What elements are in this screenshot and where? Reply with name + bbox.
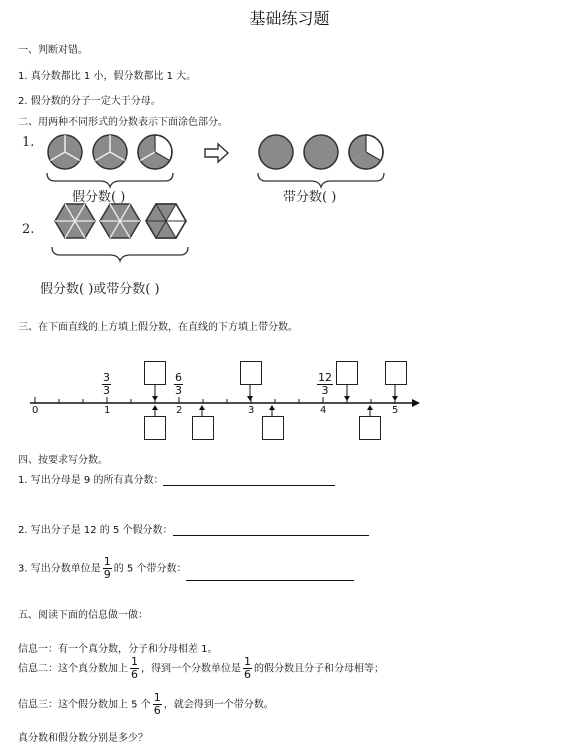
full-circle-1 [259, 135, 293, 169]
hexagon-answer-label: 假分数( )或带分数( ) [40, 282, 160, 297]
tick-label-3: 3 [248, 405, 255, 416]
info-3-text-a: 信息三：这个假分数加上 5 个 [18, 699, 151, 711]
hexagon-1 [55, 204, 95, 238]
answer-box-above-3[interactable] [336, 361, 358, 385]
question-4-3-text-b: 的 5 个带分数： [113, 563, 187, 575]
answer-box-below-1[interactable] [144, 416, 166, 440]
right-arrow-icon [205, 144, 228, 162]
tick-label-0: 0 [32, 405, 39, 416]
fraction-1-6-b: $\frac{1}{6}$ [244, 655, 251, 681]
full-circle-2 [304, 135, 338, 169]
section1-heading: 一、判断对错。 [18, 45, 88, 56]
answer-box-below-2[interactable] [192, 416, 214, 440]
fraction-6-3: $\frac{6}{3}$ [175, 371, 182, 397]
section5-heading: 五、阅读下面的信息做一做： [18, 610, 148, 621]
section3-heading: 三、在下面直线的上方填上假分数，在直线的下方填上带分数。 [18, 322, 298, 333]
answer-box-above-1[interactable] [144, 361, 166, 385]
question-1-2: 2. 假分数的分子一定大于分母。 [18, 96, 161, 107]
tick-label-5: 5 [392, 405, 399, 416]
question-4-3 [18, 556, 354, 581]
final-question: 真分数和假分数分别是多少？ [18, 733, 148, 744]
answer-box-above-4[interactable] [385, 361, 407, 385]
info-2-text-b: ，得到一个分数单位是 [141, 663, 241, 675]
answer-line-4-2[interactable] [173, 525, 369, 536]
fraction-1-6-c: $\frac{1}{6}$ [153, 691, 161, 717]
answer-line-4-1[interactable] [163, 475, 335, 486]
answer-box-below-3[interactable] [262, 416, 284, 440]
pie-circle-1 [48, 135, 82, 169]
problem-2-1-number: 1. [22, 135, 35, 150]
improper-fraction-label: 假分数( ) [72, 190, 126, 205]
fraction-1-9: $\frac{1}{9}$ [103, 555, 111, 581]
pie-circle-4 [349, 135, 383, 169]
question-4-3-text-a: 3. 写出分数单位是 [18, 563, 101, 575]
pie-circle-2 [93, 135, 127, 169]
hexagon-3 [146, 204, 186, 238]
question-4-2 [18, 521, 369, 536]
number-line [0, 355, 579, 440]
fraction-12-3: $\frac{12}{3}$ [318, 371, 332, 397]
question-4-2-text: 2. 写出分子是 12 的 5 个假分数： [18, 525, 173, 536]
section2-heading: 二、用两种不同形式的分数表示下面涂色部分。 [18, 117, 228, 128]
question-4-1-text: 1. 写出分母是 9 的所有真分数： [18, 475, 164, 486]
info-2 [18, 656, 384, 681]
page-title: 基础练习题 [249, 9, 330, 28]
info-2-text-c: 的假分数且分子和分母相等； [254, 663, 384, 675]
section4-heading: 四、按要求写分数。 [18, 455, 108, 466]
pie-circle-3 [138, 135, 172, 169]
answer-box-above-2[interactable] [240, 361, 262, 385]
question-4-1 [18, 471, 335, 486]
question-1-1: 1. 真分数都比 1 小，假分数都比 1 大。 [18, 71, 197, 82]
answer-box-below-4[interactable] [359, 416, 381, 440]
info-2-text-a: 信息二：这个真分数加上 [18, 663, 128, 675]
fraction-3-3: $\frac{3}{3}$ [103, 371, 110, 397]
info-3-text-b: ，就会得到一个带分数。 [163, 699, 274, 711]
tick-label-2: 2 [176, 405, 183, 416]
tick-label-1: 1 [104, 405, 111, 416]
answer-line-4-3[interactable] [186, 570, 354, 581]
fraction-1-6-a: $\frac{1}{6}$ [131, 655, 138, 681]
info-1: 信息一：有一个真分数，分子和分母相差 1。 [18, 644, 218, 655]
hexagon-2 [100, 204, 140, 238]
mixed-number-label: 带分数( ) [283, 190, 337, 205]
tick-label-4: 4 [320, 405, 327, 416]
problem-2-2-number: 2. [22, 222, 35, 237]
info-3 [18, 692, 274, 717]
